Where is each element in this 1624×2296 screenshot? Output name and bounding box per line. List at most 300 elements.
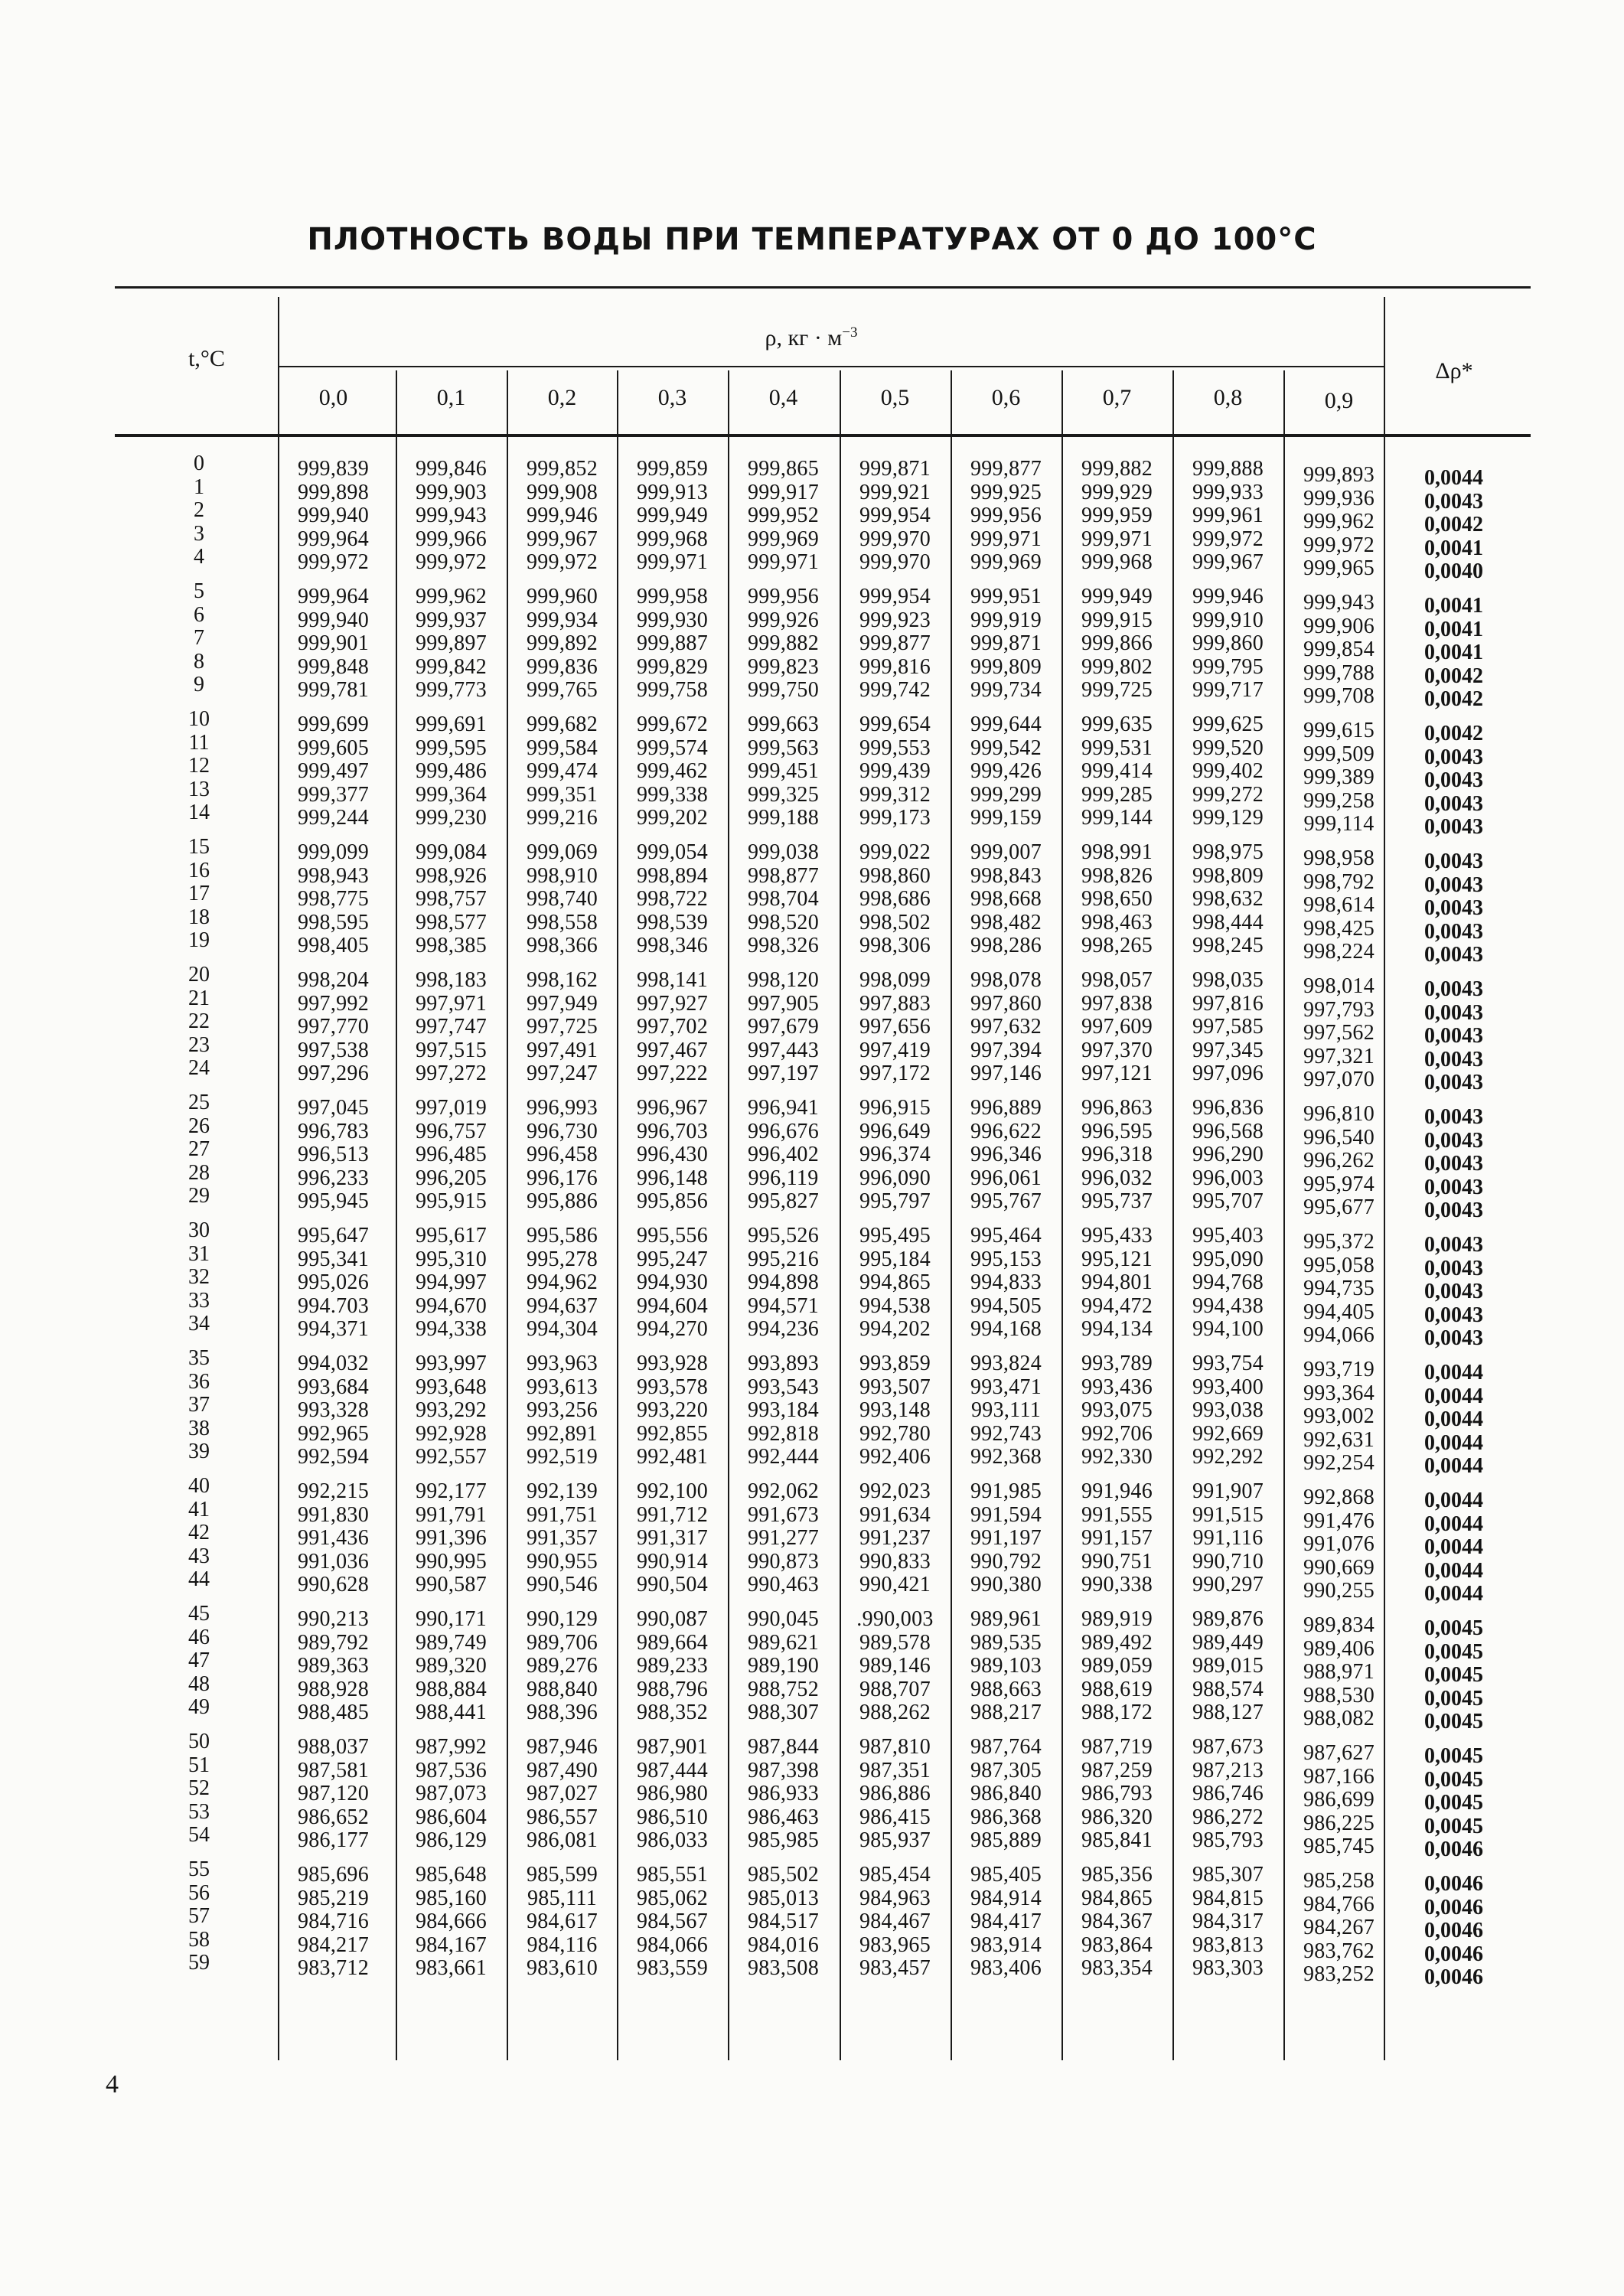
table-cell: 999,897 — [415, 631, 488, 656]
table-cell: 994,801 — [1081, 1270, 1153, 1295]
table-cell: 984,517 — [747, 1910, 820, 1934]
table-cell: 999,312 — [859, 782, 931, 807]
row-label: 47 — [188, 1649, 210, 1673]
table-cell: 985,793 — [1192, 1828, 1264, 1853]
table-cell: 999,966 — [415, 527, 488, 551]
row-label: 4 — [194, 545, 204, 569]
row-label: 57 — [188, 1904, 210, 1929]
delta-cell: 0,0043 — [1424, 1326, 1483, 1351]
table-cell: 999,451 — [747, 759, 820, 784]
delta-cell: 0,0043 — [1424, 919, 1483, 944]
table-cell: 990,338 — [1081, 1573, 1153, 1597]
table-cell: 995,403 — [1192, 1224, 1264, 1247]
table-cell: 993,256 — [526, 1398, 598, 1423]
table-cell: 998,860 — [859, 863, 931, 888]
table-cell: 983,914 — [970, 1932, 1042, 1957]
table-cell: 989,535 — [970, 1630, 1042, 1655]
table-cell: 997,860 — [970, 991, 1042, 1016]
table-cell: 990,751 — [1081, 1549, 1153, 1574]
table-cell: 986,699 — [1303, 1788, 1375, 1812]
table-cell: 985,502 — [747, 1863, 820, 1887]
table-cell: 998,943 — [297, 863, 370, 888]
table-cell: 993,436 — [1081, 1375, 1153, 1399]
delta-cell: 0,0043 — [1424, 896, 1483, 921]
table-cell: 987,810 — [859, 1735, 931, 1759]
table-cell: 991,830 — [297, 1502, 370, 1527]
table-cell: 989,233 — [636, 1654, 709, 1678]
table-cell: 984,167 — [415, 1932, 488, 1957]
table-cell: 985,356 — [1081, 1863, 1153, 1887]
table-cell: 992,594 — [297, 1445, 370, 1469]
table-cell: 987,901 — [636, 1735, 709, 1759]
row-label: 46 — [188, 1625, 210, 1649]
table-cell: 996,703 — [636, 1119, 709, 1143]
table-cell: 994,538 — [859, 1293, 931, 1318]
table-cell: 999,898 — [297, 480, 370, 504]
table-cell: 987,213 — [1192, 1758, 1264, 1782]
table-cell: 999,509 — [1303, 742, 1375, 766]
table-cell: 999,917 — [747, 480, 820, 504]
table-cell: 997,121 — [1081, 1062, 1153, 1086]
row-label: 22 — [188, 1009, 210, 1034]
table-cell: 996,513 — [297, 1143, 370, 1167]
delta-cell: 0,0045 — [1424, 1639, 1483, 1664]
table-cell: 993,789 — [1081, 1352, 1153, 1375]
table-cell: 991,555 — [1081, 1502, 1153, 1527]
table-cell: 999,644 — [970, 713, 1042, 736]
table-cell: 999,842 — [415, 654, 488, 679]
table-cell: 999,865 — [747, 457, 820, 481]
table-cell: 998,204 — [297, 968, 370, 992]
column-header: 0,8 — [1213, 385, 1243, 410]
table-cell: 994,405 — [1303, 1300, 1375, 1324]
row-label: 21 — [188, 986, 210, 1010]
table-cell: 990,045 — [747, 1607, 820, 1631]
table-cell: 998,826 — [1081, 863, 1153, 888]
table-cell: 988,752 — [747, 1677, 820, 1701]
row-label: 25 — [188, 1091, 210, 1114]
table-cell: 999,925 — [970, 480, 1042, 504]
table-cell: 994,472 — [1081, 1293, 1153, 1318]
table-cell: 999,839 — [297, 457, 370, 481]
delta-cell: 0,0043 — [1424, 977, 1483, 1001]
table-cell: 992,965 — [297, 1421, 370, 1446]
table-cell: 999,967 — [1192, 550, 1264, 575]
table-cell: 983,508 — [747, 1956, 820, 1981]
row-label: 5 — [194, 579, 204, 603]
table-cell: 994,066 — [1303, 1323, 1375, 1348]
table-cell: 996,148 — [636, 1166, 709, 1190]
rho-header-text: ρ, кг · м — [765, 325, 843, 351]
table-cell: 999,144 — [1081, 806, 1153, 830]
delta-cell: 0,0045 — [1424, 1744, 1483, 1768]
table-cell: 995,974 — [1303, 1172, 1375, 1196]
table-cell: 995,058 — [1303, 1253, 1375, 1277]
table-cell: 997,702 — [636, 1015, 709, 1039]
table-cell: 998,650 — [1081, 887, 1153, 912]
table-cell: 998,877 — [747, 863, 820, 888]
table-cell: 998,632 — [1192, 887, 1264, 912]
row-label: 45 — [188, 1602, 210, 1626]
table-cell: 991,594 — [970, 1502, 1042, 1527]
table-cell: 983,406 — [970, 1956, 1042, 1981]
delta-cell: 0,0043 — [1424, 791, 1483, 816]
table-cell: 999,734 — [970, 678, 1042, 703]
table-cell: 985,454 — [859, 1863, 931, 1887]
table-cell: 997,096 — [1192, 1062, 1264, 1086]
table-cell: 993,184 — [747, 1398, 820, 1423]
table-cell: 998,894 — [636, 863, 709, 888]
table-cell: 999,725 — [1081, 678, 1153, 703]
table-cell: 998,463 — [1081, 910, 1153, 934]
table-cell: 997,394 — [970, 1038, 1042, 1062]
table-cell: 999,887 — [636, 631, 709, 656]
table-cell: 996,941 — [747, 1096, 820, 1120]
table-cell: 999,377 — [297, 782, 370, 807]
table-cell: 994,338 — [415, 1317, 488, 1342]
table-cell: 986,886 — [859, 1782, 931, 1806]
table-cell: 999,946 — [1192, 585, 1264, 608]
table-cell: 997,725 — [526, 1015, 598, 1039]
delta-cell: 0,0046 — [1424, 1872, 1483, 1896]
table-cell: 996,540 — [1303, 1125, 1375, 1150]
table-cell: 995,278 — [526, 1247, 598, 1271]
table-cell: 999,965 — [1303, 556, 1375, 581]
table-cell: 995,767 — [970, 1189, 1042, 1214]
table-cell: 990,710 — [1192, 1549, 1264, 1574]
delta-cell: 0,0043 — [1424, 1128, 1483, 1153]
table-cell: 999,439 — [859, 759, 931, 784]
table-cell: 988,884 — [415, 1677, 488, 1701]
table-cell: 992,023 — [859, 1479, 931, 1503]
table-cell: 997,515 — [415, 1038, 488, 1062]
table-cell: 999,958 — [636, 585, 709, 608]
table-cell: 999,961 — [1192, 504, 1264, 528]
table-cell: 994,270 — [636, 1317, 709, 1342]
table-cell: 998,686 — [859, 887, 931, 912]
table-cell: 988,796 — [636, 1677, 709, 1701]
table-cell: 984,914 — [970, 1886, 1042, 1910]
table-cell: 986,177 — [297, 1828, 370, 1853]
table-cell: 986,033 — [636, 1828, 709, 1853]
table-cell: 993,471 — [970, 1375, 1042, 1399]
page-number: 4 — [106, 2070, 119, 2099]
row-label: 37 — [188, 1393, 210, 1417]
table-cell: 987,490 — [526, 1758, 598, 1782]
table-cell: 992,481 — [636, 1445, 709, 1469]
table-cell: 999,959 — [1081, 504, 1153, 528]
table-cell: 984,367 — [1081, 1910, 1153, 1934]
table-cell: 991,436 — [297, 1526, 370, 1551]
table-cell: 985,013 — [747, 1886, 820, 1910]
table-cell: 989,406 — [1303, 1636, 1375, 1661]
row-label: 9 — [194, 673, 204, 697]
table-cell: 993,111 — [970, 1398, 1042, 1423]
table-cell: 995,797 — [859, 1189, 931, 1214]
table-cell: 991,673 — [747, 1502, 820, 1527]
table-cell: 999,462 — [636, 759, 709, 784]
delta-cell: 0,0044 — [1424, 1384, 1483, 1408]
table-cell: 999,929 — [1081, 480, 1153, 504]
table-cell: 989,919 — [1081, 1607, 1153, 1631]
table-cell: 989,449 — [1192, 1630, 1264, 1655]
table-cell: 999,216 — [526, 806, 598, 830]
table-cell: 990,297 — [1192, 1573, 1264, 1597]
table-cell: 984,217 — [297, 1932, 370, 1957]
table-cell: 985,648 — [415, 1863, 488, 1887]
table-cell: 985,889 — [970, 1828, 1042, 1853]
table-cell: 994,833 — [970, 1270, 1042, 1295]
table-cell: 999,426 — [970, 759, 1042, 784]
table-cell: 985,937 — [859, 1828, 931, 1853]
row-label: 10 — [188, 707, 210, 731]
table-cell: 985,841 — [1081, 1828, 1153, 1853]
table-cell: 987,673 — [1192, 1735, 1264, 1759]
table-cell: 999,836 — [526, 654, 598, 679]
row-label: 2 — [194, 498, 204, 523]
table-cell: 990,587 — [415, 1573, 488, 1597]
table-cell: 996,993 — [526, 1096, 598, 1120]
table-cell: 989,834 — [1303, 1613, 1375, 1637]
table-cell: 991,515 — [1192, 1502, 1264, 1527]
table-cell: 992,669 — [1192, 1421, 1264, 1446]
delta-cell: 0,0043 — [1424, 489, 1483, 514]
table-cell: 998,265 — [1081, 934, 1153, 958]
table-cell: 985,111 — [527, 1886, 598, 1910]
table-cell: 999,299 — [970, 782, 1042, 807]
table-cell: 998,346 — [636, 934, 709, 958]
table-cell: 995,586 — [526, 1224, 598, 1247]
delta-cell: 0,0043 — [1424, 1024, 1483, 1049]
delta-cell: 0,0043 — [1424, 1233, 1483, 1257]
table-cell: 997,992 — [297, 991, 370, 1016]
table-cell: 993,507 — [859, 1375, 931, 1399]
table-cell: 999,007 — [970, 840, 1042, 864]
table-cell: 999,654 — [859, 713, 931, 736]
table-cell: 999,971 — [1081, 527, 1153, 551]
table-cell: 995,153 — [970, 1247, 1042, 1271]
table-cell: 994,865 — [859, 1270, 931, 1295]
table-cell: 999,906 — [1303, 614, 1375, 638]
delta-cell: 0,0041 — [1424, 594, 1483, 618]
table-cell: 998,183 — [415, 968, 488, 992]
table-cell: 996,430 — [636, 1143, 709, 1167]
table-cell: 999,351 — [526, 782, 598, 807]
table-cell: 994,571 — [747, 1293, 820, 1318]
table-cell: 986,652 — [297, 1805, 370, 1829]
table-cell: 999,338 — [636, 782, 709, 807]
table-cell: 998,224 — [1303, 940, 1375, 964]
row-label: 12 — [188, 754, 210, 778]
table-cell: 989,146 — [859, 1654, 931, 1678]
table-cell: 999,964 — [297, 585, 370, 608]
table-cell: 994,032 — [297, 1352, 370, 1375]
table-cell: 997,370 — [1081, 1038, 1153, 1062]
table-cell: 995,827 — [747, 1189, 820, 1214]
row-label: 15 — [188, 835, 210, 859]
table-cell: 999,173 — [859, 806, 931, 830]
table-cell: 998,910 — [526, 863, 598, 888]
table-cell: 999,901 — [297, 631, 370, 656]
table-cell: 993,364 — [1303, 1381, 1375, 1405]
table-cell: 992,062 — [747, 1479, 820, 1503]
table-cell: 994,371 — [297, 1317, 370, 1342]
table-cell: 999,159 — [970, 806, 1042, 830]
table-cell: 998,926 — [415, 863, 488, 888]
table-cell: 995,216 — [747, 1247, 820, 1271]
table-cell: 985,258 — [1303, 1869, 1375, 1893]
row-label: 14 — [188, 801, 210, 825]
table-cell: 999,972 — [297, 550, 370, 575]
table-cell: 998,385 — [415, 934, 488, 958]
table-cell: 998,520 — [747, 910, 820, 934]
table-cell: 986,557 — [526, 1805, 598, 1829]
table-cell: 987,844 — [747, 1735, 820, 1759]
delta-cell: 0,0041 — [1424, 641, 1483, 665]
table-cell: 999,936 — [1303, 486, 1375, 510]
table-cell: 988,352 — [636, 1701, 709, 1725]
table-cell: 986,225 — [1303, 1811, 1375, 1835]
row-label: 26 — [188, 1114, 210, 1138]
table-cell: 997,019 — [415, 1096, 488, 1120]
table-cell: 990,669 — [1303, 1555, 1375, 1580]
table-cell: 996,290 — [1192, 1143, 1264, 1167]
table-cell: 999,402 — [1192, 759, 1264, 784]
table-cell: 993,684 — [297, 1375, 370, 1399]
table-cell: 997,491 — [526, 1038, 598, 1062]
table-cell: 999,962 — [1303, 510, 1375, 534]
table-cell: 999,919 — [970, 608, 1042, 632]
table-cell: 998,614 — [1303, 893, 1375, 918]
table-cell: 997,296 — [297, 1062, 370, 1086]
table-cell: 998,078 — [970, 968, 1042, 992]
table-cell: 994,768 — [1192, 1270, 1264, 1295]
delta-cell: 0,0040 — [1424, 559, 1483, 584]
table-cell: 997,838 — [1081, 991, 1153, 1016]
table-cell: 998,502 — [859, 910, 931, 934]
table-cell: 984,317 — [1192, 1910, 1264, 1934]
table-cell: 995,026 — [297, 1270, 370, 1295]
table-cell: 985,745 — [1303, 1835, 1375, 1859]
table-cell: 997,816 — [1192, 991, 1264, 1016]
delta-cell: 0,0046 — [1424, 1919, 1483, 1943]
row-label: 40 — [188, 1474, 210, 1498]
table-cell: 999,635 — [1081, 713, 1153, 736]
delta-cell: 0,0043 — [1424, 1280, 1483, 1304]
table-cell: 999,497 — [297, 759, 370, 784]
table-cell: 999,954 — [859, 504, 931, 528]
table-cell: 988,217 — [970, 1701, 1042, 1725]
table-cell: 999,816 — [859, 654, 931, 679]
table-cell: 992,818 — [747, 1421, 820, 1446]
table-cell: 998,141 — [636, 968, 709, 992]
table-cell: 985,985 — [747, 1828, 820, 1853]
table-cell: 999,474 — [526, 759, 598, 784]
delta-cell: 0,0044 — [1424, 466, 1483, 490]
table-cell: 995,526 — [747, 1224, 820, 1247]
table-cell: 998,444 — [1192, 910, 1264, 934]
table-cell: 999,625 — [1192, 713, 1264, 736]
table-cell: 991,985 — [970, 1479, 1042, 1503]
table-cell: 999,893 — [1303, 463, 1375, 487]
delta-cell: 0,0041 — [1424, 536, 1483, 560]
table-cell: 989,706 — [526, 1630, 598, 1655]
table-cell: 996,032 — [1081, 1166, 1153, 1190]
table-cell: 997,609 — [1081, 1015, 1153, 1039]
table-cell: 984,963 — [859, 1886, 931, 1910]
table-cell: 998,286 — [970, 934, 1042, 958]
delta-cell: 0,0043 — [1424, 1047, 1483, 1071]
table-cell: 992,368 — [970, 1445, 1042, 1469]
table-cell: 995,090 — [1192, 1247, 1264, 1271]
table-cell: 999,908 — [526, 480, 598, 504]
table-cell: 997,247 — [526, 1062, 598, 1086]
table-cell: 997,222 — [636, 1062, 709, 1086]
table-cell: 983,661 — [415, 1956, 488, 1981]
table-cell: 986,081 — [526, 1828, 598, 1853]
table-cell: 990,087 — [636, 1607, 709, 1631]
table-cell: 999,971 — [747, 550, 820, 575]
table-cell: 996,783 — [297, 1119, 370, 1143]
table-cell: 995,647 — [297, 1224, 370, 1247]
table-cell: 991,116 — [1192, 1526, 1264, 1551]
table-cell: 996,676 — [747, 1119, 820, 1143]
row-label: 38 — [188, 1416, 210, 1440]
table-cell: 999,943 — [1303, 591, 1375, 615]
row-label: 54 — [188, 1823, 210, 1848]
table-cell: 999,952 — [747, 504, 820, 528]
table-cell: 999,099 — [297, 840, 370, 864]
table-cell: 995,737 — [1081, 1189, 1153, 1214]
table-cell: 999,584 — [526, 735, 598, 760]
table-cell: 991,751 — [526, 1502, 598, 1527]
table-cell: 999,915 — [1081, 608, 1153, 632]
table-cell: 983,864 — [1081, 1932, 1153, 1957]
table-cell: 996,262 — [1303, 1149, 1375, 1173]
table-cell: 990,421 — [859, 1573, 931, 1597]
row-label: 35 — [188, 1346, 210, 1370]
table-cell: 999,972 — [415, 550, 488, 575]
table-cell: 990,546 — [526, 1573, 598, 1597]
table-cell: 999,773 — [415, 678, 488, 703]
column-header: 0,0 — [318, 385, 348, 410]
table-cell: 999,615 — [1303, 719, 1375, 742]
delta-cell: 0,0044 — [1424, 1558, 1483, 1583]
table-cell: 995,184 — [859, 1247, 931, 1271]
table-cell: 987,536 — [415, 1758, 488, 1782]
table-cell: 999,084 — [415, 840, 488, 864]
table-cell: 997,272 — [415, 1062, 488, 1086]
table-cell: 999,943 — [415, 504, 488, 528]
table-cell: 996,119 — [748, 1166, 819, 1190]
table-cell: 993,824 — [970, 1352, 1042, 1375]
delta-cell: 0,0045 — [1424, 1686, 1483, 1711]
table-cell: 997,656 — [859, 1015, 931, 1039]
table-cell: 983,813 — [1192, 1932, 1264, 1957]
table-cell: 989,190 — [747, 1654, 820, 1678]
table-cell: .990,003 — [856, 1607, 934, 1631]
table-cell: 987,627 — [1303, 1741, 1375, 1765]
table-cell: 997,905 — [747, 991, 820, 1016]
table-cell: 986,510 — [636, 1805, 709, 1829]
table-cell: 996,836 — [1192, 1096, 1264, 1120]
table-cell: 999,892 — [526, 631, 598, 656]
table-cell: 983,712 — [297, 1956, 370, 1981]
table-cell: 997,345 — [1192, 1038, 1264, 1062]
table-cell: 987,305 — [970, 1758, 1042, 1782]
table-cell: 987,027 — [526, 1782, 598, 1806]
table-cell: 993,613 — [526, 1375, 598, 1399]
